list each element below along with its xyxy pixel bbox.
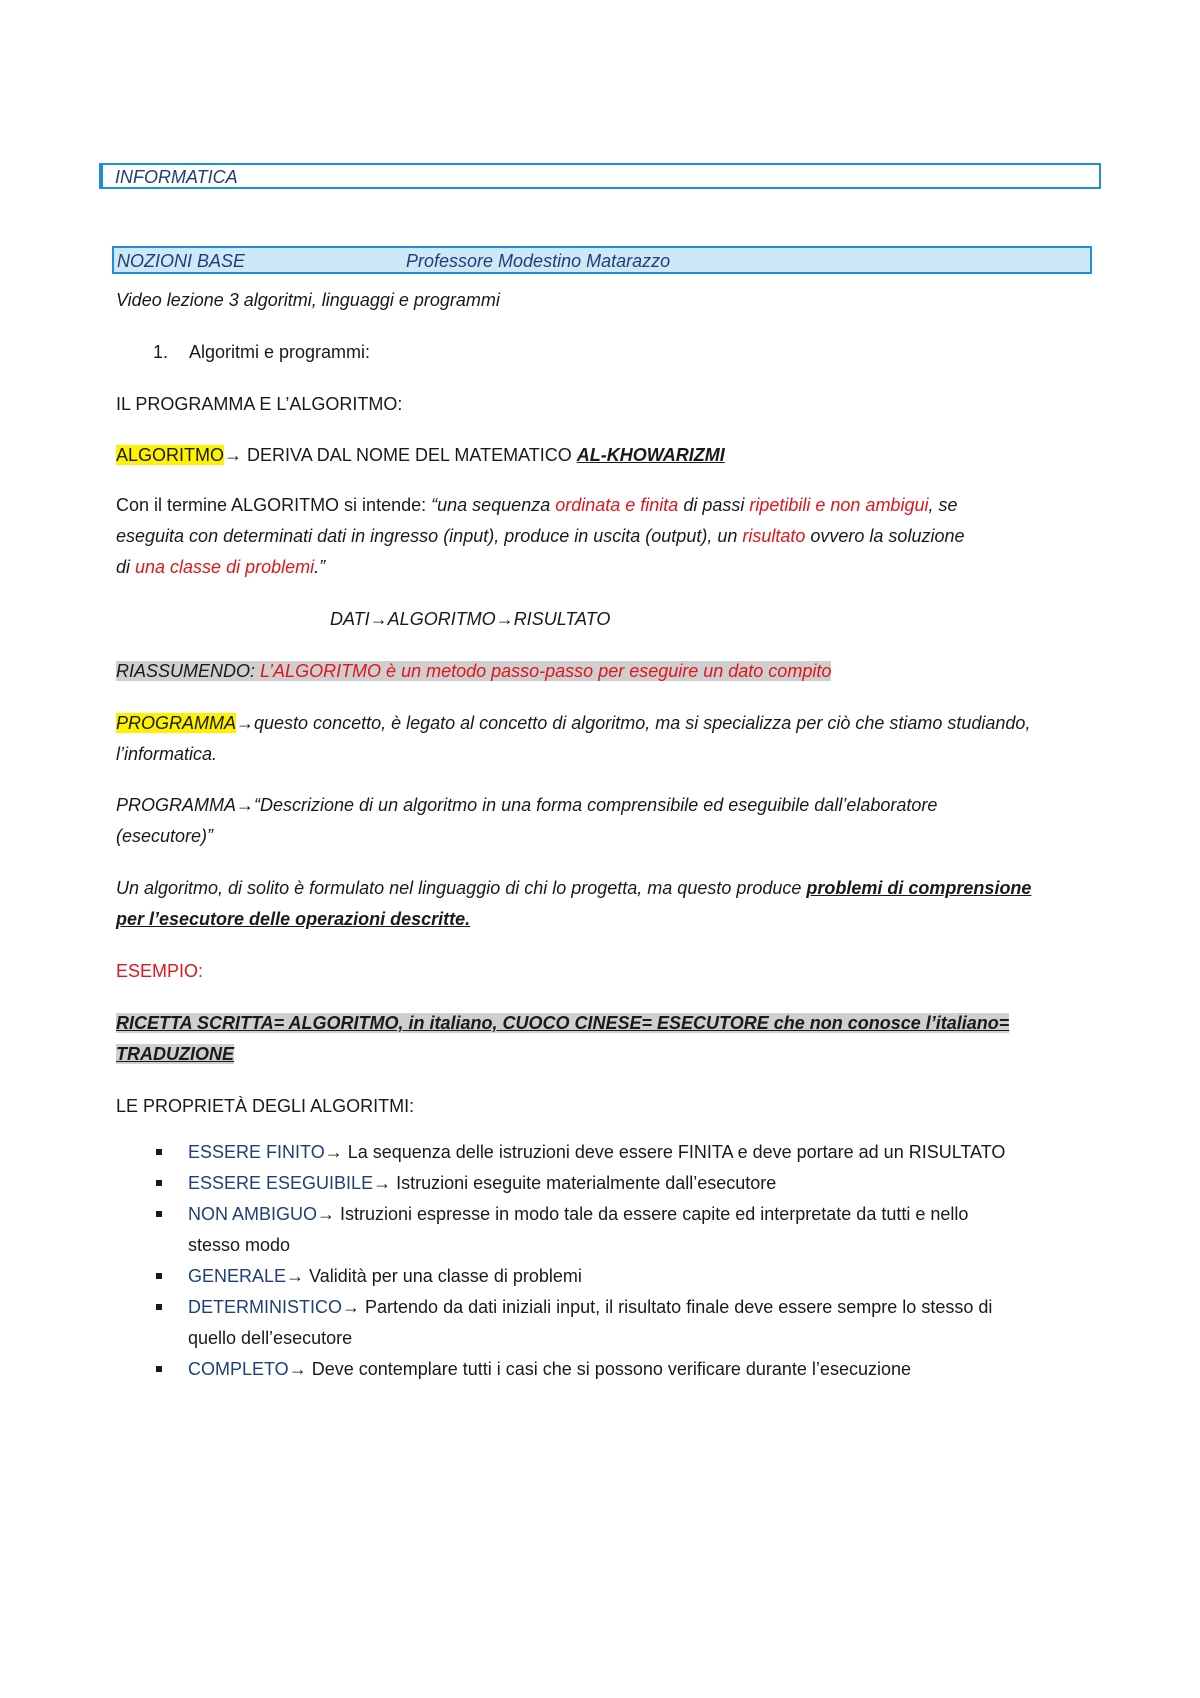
algoritmo-origin-line <box>116 440 725 470</box>
definition-line-3b: .” <box>314 557 326 577</box>
algoritmo-origin-text: DERIVA DAL NOME DEL MATEMATICO <box>242 445 577 465</box>
property-text: La sequenza delle istruzioni deve essere FINITA e deve portare ad un RISULTATO <box>342 1142 1006 1162</box>
riassumendo-highlight <box>116 661 831 681</box>
ricetta-line-1 <box>116 1008 1009 1038</box>
property-text-cont: stesso modo <box>188 1235 291 1255</box>
definition-line-1 <box>116 490 957 520</box>
bullet-icon <box>156 1180 162 1186</box>
riassumendo-line <box>116 656 831 686</box>
property-text: Partendo da dati iniziali input, il risultato finale deve essere sempre lo stesso di <box>360 1297 993 1317</box>
arrow-icon: → <box>495 609 514 629</box>
bullet-icon <box>156 1149 162 1155</box>
flow-algoritmo: ALGORITMO <box>387 609 496 629</box>
programma-line-2 <box>116 790 937 820</box>
property-text: Istruzioni espresse in modo tale da essere capite ed interpretate da tutti e nello <box>335 1204 969 1224</box>
bullet-icon <box>156 1211 162 1217</box>
arrow-icon: → <box>288 1359 307 1379</box>
ricetta-text: RICETTA SCRITTA= ALGORITMO, in italiano, CUOCO CINESE= ESECUTORE che non conosce l’italiano= <box>116 1013 1010 1033</box>
properties-heading: LE PROPRIETÀ DEGLI ALGORITMI: <box>116 1096 415 1116</box>
ricetta-line-2 <box>116 1039 234 1069</box>
property-name: DETERMINISTICO <box>188 1297 343 1317</box>
definition-quote-open: “una sequenza <box>431 495 556 515</box>
arrow-icon: → <box>373 1173 392 1193</box>
riassumendo-label: RIASSUMENDO: <box>116 661 261 681</box>
header-title: INFORMATICA <box>115 167 238 187</box>
term-classe-problemi: una classe di problemi <box>135 557 315 577</box>
flow-risultato: RISULTATO <box>513 609 611 629</box>
algoritmo-note-line-2: per l’esecutore delle operazioni descritte. <box>116 909 471 929</box>
property-name: NON AMBIGUO <box>188 1204 318 1224</box>
bullet-icon <box>156 1273 162 1279</box>
ricetta-traduzione: TRADUZIONE <box>116 1044 234 1064</box>
esempio-heading: ESEMPIO: <box>116 961 204 981</box>
flow-line <box>330 604 610 634</box>
arrow-icon: → <box>342 1297 361 1317</box>
algoritmo-note-emphasis: problemi di comprensione <box>806 878 1032 898</box>
property-name: GENERALE <box>188 1266 287 1286</box>
numbered-item-text: Algoritmi e programmi: <box>189 342 371 362</box>
algoritmo-label: ALGORITMO <box>116 445 225 465</box>
lesson-subtitle: Video lezione 3 algoritmi, linguaggi e programmi <box>116 290 500 310</box>
programma-label: PROGRAMMA <box>116 713 237 733</box>
term-risultato: risultato <box>742 526 806 546</box>
definition-line-3 <box>116 552 325 582</box>
bullet-icon <box>156 1304 162 1310</box>
definition-line-2b: ovvero la soluzione <box>805 526 965 546</box>
property-name: ESSERE ESEGUIBILE <box>188 1173 374 1193</box>
riassumendo-text: L’ALGORITMO è un metodo passo-passo per eseguire un dato compito <box>260 661 832 681</box>
section-title: NOZIONI BASE <box>117 251 246 271</box>
definition-mid: di passi <box>678 495 750 515</box>
programma-line-2-cont: (esecutore)” <box>116 826 214 846</box>
mathematician-name: AL-KHOWARIZMI <box>576 445 725 465</box>
property-text-cont: quello dell’esecutore <box>188 1328 353 1348</box>
bullet-icon <box>156 1366 162 1372</box>
definition-mid-2: , se <box>928 495 958 515</box>
header-box <box>99 163 1101 189</box>
algoritmo-note-line-1 <box>116 873 1031 903</box>
numbered-item-number: 1. <box>153 342 169 362</box>
property-name: COMPLETO <box>188 1359 289 1379</box>
professor-name: Professore Modestino Matarazzo <box>406 251 671 271</box>
arrow-icon: → <box>224 445 243 465</box>
algoritmo-note-text: Un algoritmo, di solito è formulato nel linguaggio di chi lo progetta, ma questo produce <box>116 878 807 898</box>
arrow-icon: → <box>286 1266 305 1286</box>
property-text: Deve contemplare tutti i casi che si possono verificare durante l’esecuzione <box>306 1359 911 1379</box>
term-ordinata-finita: ordinata e finita <box>555 495 679 515</box>
property-text: Validità per una classe di problemi <box>304 1266 582 1286</box>
arrow-icon: → <box>369 609 388 629</box>
flow-dati: DATI <box>330 609 370 629</box>
programma-label-2: PROGRAMMA <box>116 795 237 815</box>
property-text: Istruzioni eseguite materialmente dall’esecutore <box>391 1173 777 1193</box>
definition-line-3a: di <box>116 557 136 577</box>
arrow-icon: → <box>236 713 255 733</box>
definition-line-2a: eseguita con determinati dati in ingresso (input), produce in uscita (output), un <box>116 526 743 546</box>
programma-line-1 <box>116 708 1030 738</box>
programma-text: questo concetto, è legato al concetto di algoritmo, ma si specializza per ciò che stiamo studiando, <box>254 713 1031 733</box>
definition-intro: Con il termine ALGORITMO si intende: <box>116 495 432 515</box>
programma-definition: “Descrizione di un algoritmo in una forma comprensibile ed eseguibile dall’elaboratore <box>254 795 938 815</box>
definition-line-2 <box>116 521 964 551</box>
arrow-icon: → <box>236 795 255 815</box>
property-name: ESSERE FINITO <box>188 1142 325 1162</box>
arrow-icon: → <box>317 1204 336 1224</box>
term-ripetibili: ripetibili e non ambigui <box>749 495 929 515</box>
heading-programma-algoritmo: IL PROGRAMMA E L’ALGORITMO: <box>116 394 403 414</box>
arrow-icon: → <box>324 1142 343 1162</box>
section-box <box>112 246 1092 274</box>
programma-line-1-cont: l’informatica. <box>116 744 218 764</box>
